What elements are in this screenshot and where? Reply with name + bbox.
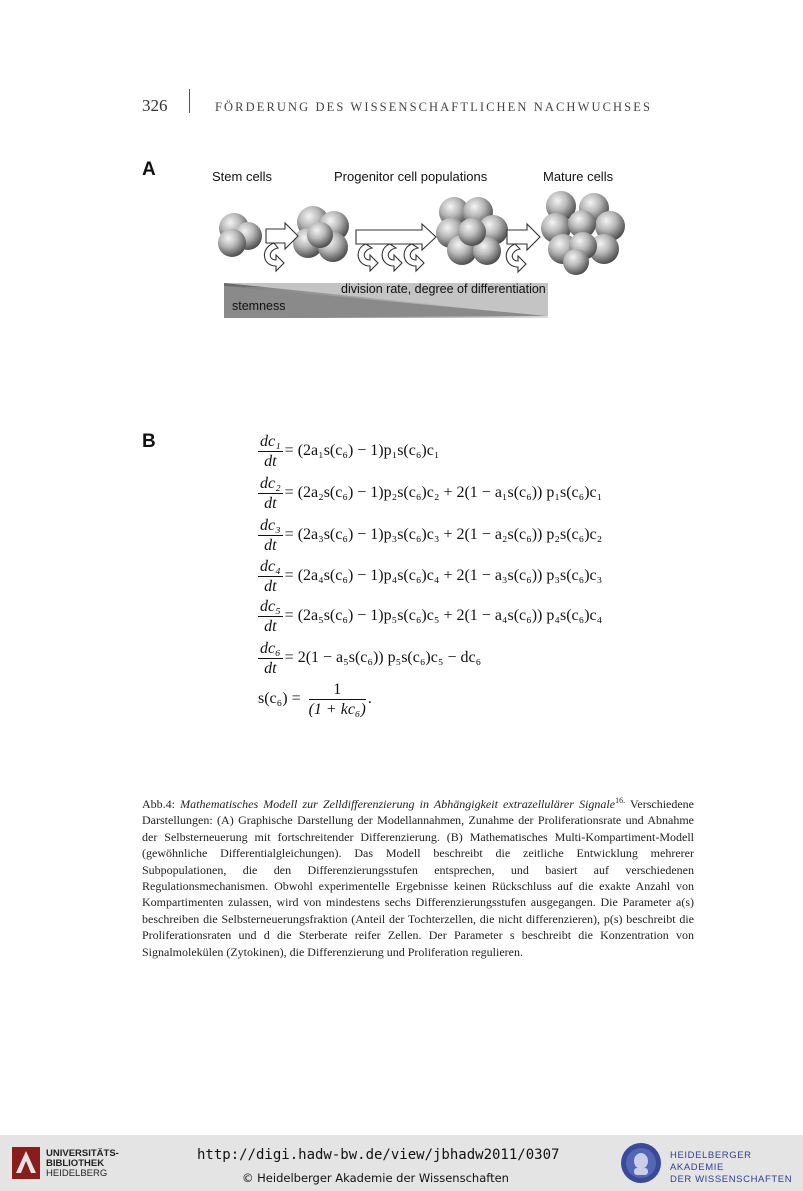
equation-1 (258, 432, 439, 471)
academy-line-1: HEIDELBERGER AKADEMIE (670, 1150, 752, 1173)
equation-2 (258, 474, 602, 513)
panel-b-label: B (142, 431, 156, 452)
equation-5 (258, 597, 602, 636)
eq7-denominator: (1 + kc₆) (308, 701, 366, 718)
eq4-rhs: = (2a₄s(c₆) − 1)p₄s(c₆)c₄ + 2(1 − a₃s(c₆)) p₃s(c₆)c₃ (284, 567, 603, 585)
eq3-rhs: = (2a₃s(c₆) − 1)p₃s(c₆)c₃ + 2(1 − a₂s(c₆)) p₂s(c₆)c₂ (284, 526, 603, 544)
eq6-denominator: dt (264, 660, 277, 677)
progenitor-cluster-1 (293, 206, 349, 262)
eq6-numerator: dc₆ (260, 640, 281, 657)
eq2-denominator: dt (264, 495, 277, 512)
panel-a-label: A (142, 159, 156, 180)
equation-6 (258, 639, 481, 678)
footer-bar (0, 1135, 803, 1191)
eq2-numerator: dc₂ (260, 475, 281, 492)
footer-copyright: © Heidelberger Akademie der Wissenschaften (242, 1171, 509, 1185)
eq4-numerator: dc₄ (260, 558, 281, 575)
figure-caption (142, 793, 694, 960)
academy-seal-logo (619, 1141, 663, 1185)
eq6-rhs: = 2(1 − a₅s(c₆)) p₅s(c₆)c₅ − dc₆ (284, 649, 482, 667)
running-head: FÖRDERUNG DES WISSENSCHAFTLICHEN NACHWUCHSES (215, 100, 652, 114)
eq4-denominator: dt (264, 578, 277, 595)
mature-cells-label: Mature cells (543, 169, 614, 184)
ub-line-1: UNIVERSITÄTS- (46, 1148, 119, 1159)
eq5-rhs: = (2a₅s(c₆) − 1)p₅s(c₆)c₅ + 2(1 − a₄s(c₆)) p₄s(c₆)c₄ (284, 607, 603, 625)
university-library-text (46, 1149, 119, 1179)
eq1-numerator: dc₁ (260, 433, 281, 450)
academy-line-2: DER WISSENSCHAFTEN (670, 1174, 793, 1185)
eq3-numerator: dc₃ (260, 517, 281, 534)
caption-lead: Abb.4: (142, 797, 181, 811)
equation-3 (258, 516, 602, 555)
page-number: 326 (142, 96, 168, 115)
academy-text (670, 1150, 803, 1186)
stem-cell-cluster (218, 213, 262, 257)
cell-differentiation-diagram (0, 0, 803, 400)
eq3-denominator: dt (264, 537, 277, 554)
footer-url-link[interactable]: http://digi.hadw-bw.de/view/jbhadw2011/0307 (197, 1147, 560, 1163)
equation-7 (258, 680, 372, 719)
progenitor-label: Progenitor cell populations (334, 169, 488, 184)
eq2-rhs: = (2a₂s(c₆) − 1)p₂s(c₆)c₂ + 2(1 − a₁s(c₆)) p₁s(c₆)c₁ (284, 484, 603, 502)
stem-cells-label: Stem cells (212, 169, 272, 184)
eq7-numerator: 1 (309, 680, 366, 700)
eq5-denominator: dt (264, 618, 277, 635)
caption-body: Verschiedene Darstellungen: (A) Graphische Darstellung der Modellannahmen, Zunahme der Proliferationsrate und Abnahme der Selbsterneuerung mit fortschreitender Differenzierung. (B) Mathematisches Multi-Kompartiment-Modell (gewöhnliche Differentialgleichungen). Das Modell beschreibt die zeitliche Entwicklung mehrerer Subpopulationen, die den Differenzierungsstufen entsprechen, und basiert auf verschiedenen Regulationsmechanismen. Obwohl experimentelle Ergebnisse keinen Rückschluss auf die exakte Anzahl von Kompartimenten zulassen, wird von mindestens sechs Differenzierungsstufen ausgegangen. Die Parameter a(s) beschreiben die Selbsterneuerungsfraktion (Anteil der Tochterzellen, die nicht differenzieren), p(s) beschreibt die Proliferationsraten und d die Sterberate reifer Zellen. Der Parameter s beschreibt die Konzentration von Signalmolekülen (Zytokinen), die Differenzierung und Proliferation regulieren. (142, 797, 694, 959)
progenitor-cluster-2 (436, 197, 508, 265)
ub-line-2: BIBLIOTHEK (46, 1158, 105, 1169)
ub-line-3: HEIDELBERG (46, 1168, 108, 1179)
caption-footnote: 16. (615, 796, 626, 805)
equation-4 (258, 557, 602, 596)
gradient-top-label: division rate, degree of differentiation (341, 282, 546, 296)
eq7-tail: . (367, 690, 372, 708)
university-library-logo (10, 1143, 42, 1183)
eq7-lhs: s(c₆) = (258, 690, 301, 708)
eq5-numerator: dc₅ (260, 598, 281, 615)
eq1-rhs: = (2a₁s(c₆) − 1)p₁s(c₆)c₁ (284, 442, 440, 460)
eq1-denominator: dt (264, 453, 277, 470)
mature-cell-cluster (541, 191, 625, 275)
caption-title: Mathematisches Modell zur Zelldifferenzierung in Abhängigkeit extrazellulärer Signale (180, 797, 616, 811)
gradient-bottom-label: stemness (232, 299, 286, 313)
